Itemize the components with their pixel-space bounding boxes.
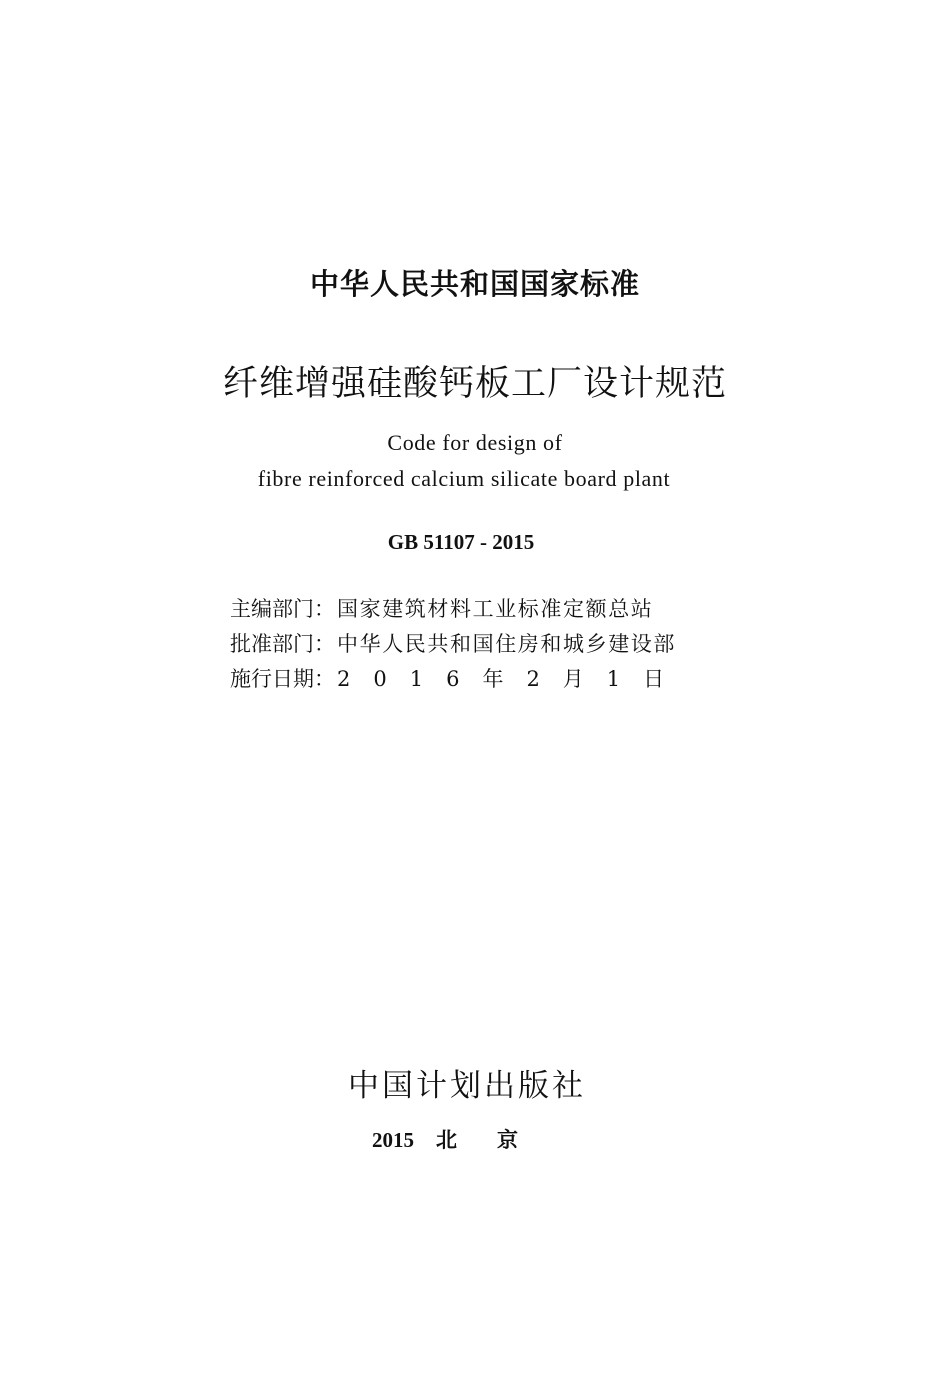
approver-label: 批准部门 [230,631,314,656]
chinese-title: 纤维增强硅酸钙板工厂设计规范 [222,364,727,404]
effective-date-row [230,660,750,695]
effective-date-value: 2016年2月1日 [337,666,688,691]
approver-row [230,625,750,660]
standard-type-heading: 中华人民共和国国家标准 [309,267,640,301]
editor-value: 国家建筑材料工业标准定额总站 [337,596,654,621]
separator: ： [314,596,335,621]
publication-city: 北京 [436,1128,558,1152]
separator: ： [314,666,335,691]
standard-number: GB 51107 - 2015 [387,530,535,554]
publication-year: 2015 [372,1128,414,1152]
editor-row [230,590,750,625]
issuing-info [230,590,750,695]
english-title-line-2: fibre reinforced calcium silicate board plant [257,466,671,491]
effective-date-label: 施行日期 [230,666,314,691]
english-title-line-1: Code for design of [387,430,563,455]
editor-label: 主编部门 [230,596,314,621]
publication-place [0,1124,940,1154]
separator: ： [314,631,335,656]
publisher-name: 中国计划出版社 [348,1068,586,1104]
approver-value: 中华人民共和国住房和城乡建设部 [337,631,676,656]
